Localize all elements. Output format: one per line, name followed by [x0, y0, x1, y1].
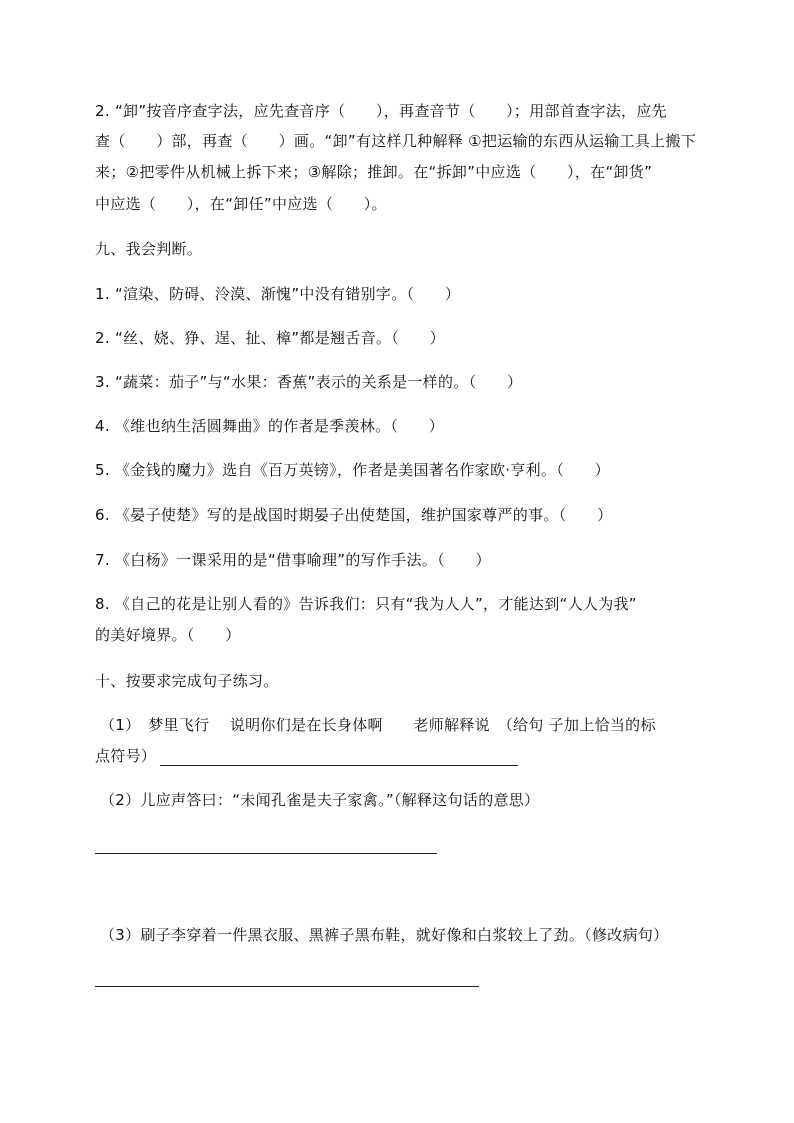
question-8-2-line-1: 2. “卸”按音序查字法，应先查音序（ ），再查音节（ ）；用部首查字法，应先	[95, 102, 667, 120]
judgment-item-8-line-1: 8. 《自己的花是让别人看的》告诉我们：只有“我为人人”，才能达到“人人为我”	[95, 595, 637, 613]
question-8-2-line-3: 来；②把零件从机械上拆下来；③解除；推卸。在“拆卸”中应选（ ），在“卸货”	[95, 163, 653, 181]
answer-line-3[interactable]	[95, 986, 479, 987]
judgment-item-5: 5. 《金钱的魔力》选自《百万英镑》，作者是美国著名作家欧·亨利。（ ）	[95, 461, 610, 479]
section-9-heading: 九、我会判断。	[95, 240, 203, 258]
judgment-item-4: 4. 《维也纳生活圆舞曲》的作者是季羡林。（ ）	[95, 417, 445, 435]
judgment-item-2: 2. “丝、娆、狰、逞、扯、樟”都是翘舌音。（ ）	[95, 329, 445, 347]
judgment-item-8-line-2: 的美好境界。（ ）	[95, 626, 241, 644]
judgment-item-1: 1. “渲染、防碍、泠漠、渐愧”中没有错别字。（ ）	[95, 285, 461, 303]
judgment-item-3: 3. “蔬菜：茄子”与“水果：香蕉”表示的关系是一样的。（ ）	[95, 373, 523, 391]
section-10-heading: 十、按要求完成句子练习。	[95, 672, 279, 690]
question-8-2-line-4: 中应选（ ），在“卸任”中应选（ ）。	[95, 195, 387, 213]
judgment-item-6: 6. 《晏子使楚》写的是战国时期晏子出使楚国，维护国家尊严的事。（ ）	[95, 506, 613, 524]
sentence-exercise-1-line-2: 点符号）	[95, 747, 157, 765]
answer-line-1[interactable]	[160, 765, 518, 766]
sentence-exercise-1-line-1: （1） 梦里飞行 说明你们是在长身体啊 老师解释说 （给句 子加上恰当的标	[100, 716, 656, 734]
sentence-exercise-3: （3）刷子李穿着一件黑衣服、黑裤子黑布鞋，就好像和白浆较上了劲。（修改病句）	[100, 926, 669, 944]
answer-line-2[interactable]	[95, 853, 437, 854]
sentence-exercise-2: （2）儿应声答曰：“未闻孔雀是夫子家禽。”（解释这句话的意思）	[100, 791, 540, 809]
judgment-item-7: 7. 《白杨》一课采用的是“借事喻理”的写作手法。（ ）	[95, 551, 491, 569]
question-8-2-line-2: 查（ ）部，再查（ ）画。“卸”有这样几种解释 ①把运输的东西从运输工具上搬下	[95, 132, 697, 150]
